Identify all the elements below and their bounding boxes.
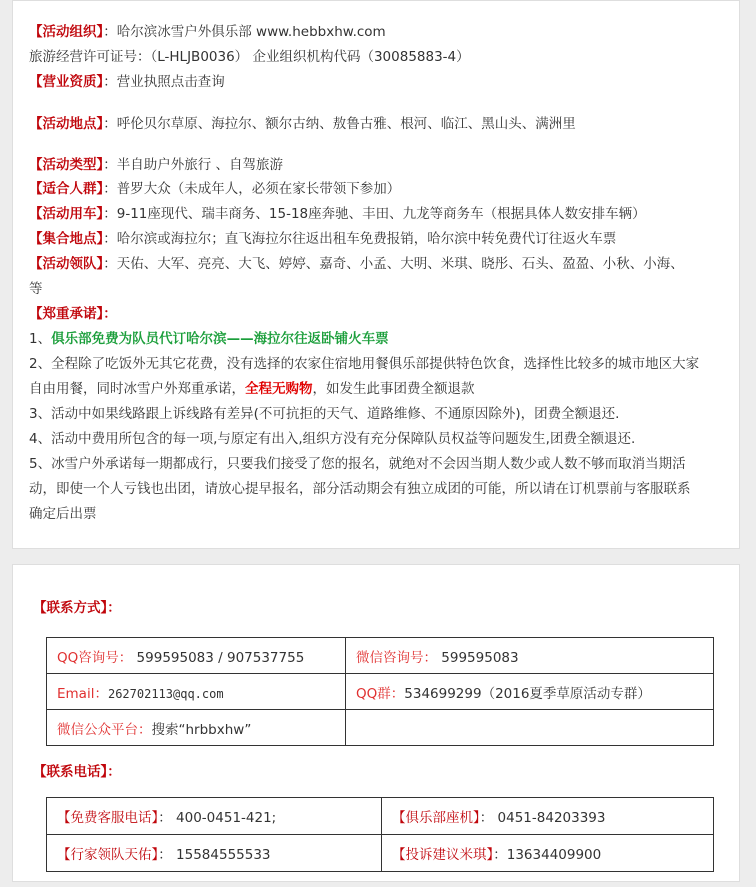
- place-value: ：呼伦贝尔草原、海拉尔、额尔古纳、敖鲁古雅、根河、临江、黑山头、满洲里: [103, 116, 576, 132]
- leader-value: ： 15584555533: [158, 847, 271, 863]
- crowd-value: ：普罗大众（未成年人，必须在家长带领下参加）: [103, 181, 401, 197]
- car-value: ：9-11座现代、瑞丰商务、15-18座奔驰、丰田、九龙等商务车（根据具体人数安排车辆）: [103, 206, 646, 222]
- promise-2b: [29, 380, 475, 398]
- crowd-label: 【适合人群】: [29, 181, 104, 197]
- promise-3: 3、活动中如果线路跟上诉线路有差异(不可抗拒的天气、道路维修、不通原因除外)，团费全额退还.: [29, 406, 620, 422]
- type-value: ：半自助户外旅行 、自驾旅游: [103, 157, 284, 173]
- email-cell: [47, 674, 346, 710]
- lead-line: [29, 255, 684, 273]
- promise-4: 4、活动中费用所包含的每一项,与原定有出入,组织方没有充分保障队员权益等问题发生,团费全额退还.: [29, 431, 636, 447]
- club-cell: [382, 798, 714, 835]
- table-row: [47, 674, 714, 710]
- complain-value: ：13634409900: [493, 847, 602, 863]
- org-label: 【活动组织】: [29, 24, 104, 40]
- org-url[interactable]: www.hebbxhw.com: [251, 24, 386, 40]
- lead-tail: 等: [29, 281, 43, 297]
- phone-table: [46, 797, 714, 872]
- promise-2b-text: 自由用餐，同时冰雪户外郑重承诺，: [29, 381, 245, 397]
- qqgroup-label: QQ群：: [356, 685, 405, 702]
- empty-cell: [346, 710, 714, 746]
- table-row: [47, 835, 714, 872]
- promise-5a: 5、冰雪户外承诺每一期都成行，只要我们接受了您的报名，就绝对不会因当期人数少或人数不够而取消当期活: [29, 456, 686, 472]
- meet-label: 【集合地点】: [29, 231, 104, 247]
- promise-title: [29, 305, 117, 323]
- contact-title-label: 【联系方式】：: [33, 600, 121, 616]
- wx-value: 599595083: [437, 649, 519, 666]
- wx-label: 微信咨询号：: [356, 649, 437, 666]
- meet-value: ：哈尔滨或海拉尔；直飞海拉尔往返出租车免费报销，哈尔滨中转免费代订往返火车票: [103, 231, 617, 247]
- org-line: [29, 23, 386, 41]
- type-line: [29, 156, 283, 174]
- activity-info-panel: [12, 0, 740, 549]
- qqgroup-cell: [346, 674, 714, 710]
- wxpub-cell: [47, 710, 346, 746]
- complain-cell: [382, 835, 714, 872]
- table-row: [47, 798, 714, 835]
- qq-cell: [47, 638, 346, 674]
- leader-cell: [47, 835, 382, 872]
- email-label: Email：: [57, 685, 108, 702]
- lead-value: ：天佑、大军、亮亮、大飞、婷婷、嘉奇、小孟、大明、米琪、晓彤、石头、盈盈、小秋、小海、: [103, 256, 684, 272]
- promise-2c-text: ，如发生此事团费全额退款: [312, 381, 475, 397]
- club-value: ： 0451-84203393: [479, 810, 606, 826]
- qq-value: 599595083 / 907537755: [132, 649, 305, 666]
- license-line: 旅游经营许可证号：（L-HLJB0036） 企业组织机构代码（30085883-4）: [29, 49, 470, 65]
- contact-table: [46, 637, 714, 746]
- promise-5b: 动，即使一个人亏钱也出团，请放心提早报名，部分活动期会有独立成团的可能，所以请在订机票前与客服联系: [29, 481, 691, 497]
- promise-1: [29, 330, 389, 348]
- contact-panel: [12, 564, 740, 882]
- promise-5c: 确定后出票: [29, 506, 97, 522]
- type-label: 【活动类型】: [29, 157, 104, 173]
- club-label: 【俱乐部座机】: [392, 810, 480, 826]
- meet-line: [29, 230, 616, 248]
- qq-label: QQ咨询号：: [57, 649, 133, 666]
- qual-value[interactable]: ：营业执照点击查询: [103, 74, 225, 90]
- leader-label: 【行家领队天佑】: [57, 847, 159, 863]
- table-row: [47, 638, 714, 674]
- promise-1-text: 俱乐部免费为队员代订哈尔滨——海拉尔往返卧铺火车票: [51, 331, 389, 347]
- crowd-line: [29, 180, 400, 198]
- contact-title: [33, 599, 121, 617]
- phone-title: [33, 763, 121, 781]
- qual-line: [29, 73, 225, 91]
- promise-2-no-shopping: 全程无购物: [245, 381, 313, 397]
- wxpub-value: 搜索“hrbbxhw”: [151, 721, 252, 738]
- phone-title-label: 【联系电话】：: [33, 764, 121, 780]
- free-label: 【免费客服电话】: [57, 810, 159, 826]
- place-label: 【活动地点】: [29, 116, 104, 132]
- car-line: [29, 205, 646, 223]
- promise-label: 【郑重承诺】：: [29, 306, 117, 322]
- place-line: [29, 115, 576, 133]
- email-value[interactable]: 262702113@qq.com: [107, 686, 224, 701]
- free-cell: [47, 798, 382, 835]
- car-label: 【活动用车】: [29, 206, 104, 222]
- org-value: ：哈尔滨冰雪户外俱乐部: [103, 24, 252, 40]
- complain-label: 【投诉建议米琪】: [392, 847, 494, 863]
- wxpub-label: 微信公众平台：: [57, 721, 152, 738]
- promise-1-num: 1、: [29, 331, 52, 347]
- qual-label: 【营业资质】: [29, 74, 104, 90]
- promise-2a: 2、全程除了吃饭外无其它花费，没有选择的农家住宿地用餐俱乐部提供特色饮食，选择性比较多的城市地区大家: [29, 356, 700, 372]
- lead-label: 【活动领队】: [29, 256, 104, 272]
- qqgroup-value: 534699299（2016夏季草原活动专群）: [404, 685, 651, 702]
- free-value: ： 400-0451-421;: [158, 810, 277, 826]
- wx-cell: [346, 638, 714, 674]
- table-row: [47, 710, 714, 746]
